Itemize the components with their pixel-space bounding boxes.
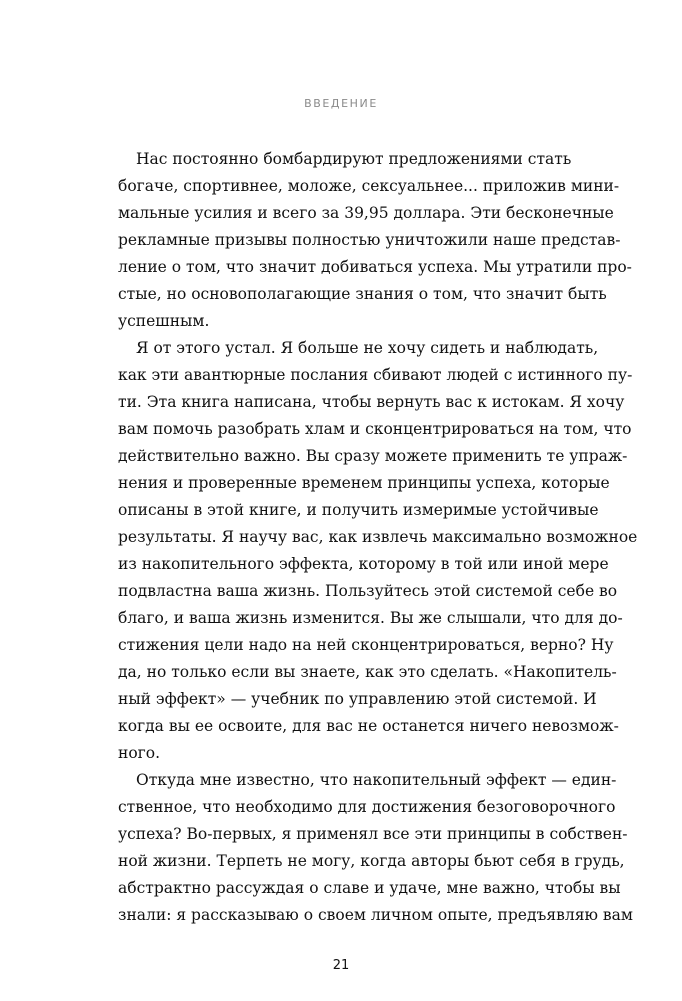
text-line: успешным.	[118, 312, 210, 330]
text-line: успеха? Во-первых, я применял все эти принципы в собствен-	[118, 825, 628, 843]
text-line: стижения цели надо на ней сконцентрироваться, верно? Ну	[118, 636, 614, 654]
text-line: описаны в этой книге, и получить измеримые устойчивые	[118, 501, 599, 519]
text-line: Я от этого устал. Я больше не хочу сидеть и наблюдать,	[136, 339, 599, 357]
text-line: ный эффект» — учебник по управлению этой системой. И	[118, 690, 597, 708]
text-line: да, но только если вы знаете, как это сделать. «Накопитель-	[118, 663, 617, 681]
text-line: абстрактно рассуждая о славе и удаче, мне важно, чтобы вы	[118, 879, 621, 897]
text-line: знали: я рассказываю о своем личном опыте, предъявляю вам	[118, 906, 633, 924]
text-line: мальные усилия и всего за 39,95 доллара. Эти бесконечные	[118, 204, 614, 222]
text-line: нения и проверенные временем принципы успеха, которые	[118, 474, 610, 492]
text-line: рекламные призывы полностью уничтожили наше представ-	[118, 231, 621, 249]
text-line: ление о том, что значит добиваться успеха. Мы утратили про-	[118, 258, 632, 276]
text-line: ного.	[118, 744, 161, 762]
text-line: стые, но основополагающие знания о том, что значит быть	[118, 285, 607, 303]
text-line: подвластна ваша жизнь. Пользуйтесь этой системой себе во	[118, 582, 618, 600]
text-line: Откуда мне известно, что накопительный эффект — един-	[136, 771, 617, 789]
running-head: ВВЕДЕНИЕ	[304, 97, 378, 110]
text-line: благо, и ваша жизнь изменится. Вы же слышали, что для до-	[118, 609, 623, 627]
text-line: вам помочь разобрать хлам и сконцентрироваться на том, что	[118, 420, 632, 438]
text-line: из накопительного эффекта, которому в той или иной мере	[118, 555, 609, 573]
text-line: Нас постоянно бомбардируют предложениями стать	[136, 150, 572, 168]
text-line: ственное, что необходимо для достижения безоговорочного	[118, 798, 616, 816]
page-number: 21	[332, 958, 350, 973]
text-line: ти. Эта книга написана, чтобы вернуть вас к истокам. Я хочу	[118, 393, 625, 411]
text-line: ной жизни. Терпеть не могу, когда авторы бьют себя в грудь,	[118, 852, 625, 870]
text-line: действительно важно. Вы сразу можете применить те упраж-	[118, 447, 628, 465]
text-line: когда вы ее освоите, для вас не останется ничего невозмож-	[118, 717, 619, 735]
text-line: как эти авантюрные послания сбивают людей с истинного пу-	[118, 366, 633, 384]
text-line: богаче, спортивнее, моложе, сексуальнее... приложив мини-	[118, 177, 620, 195]
text-line: результаты. Я научу вас, как извлечь максимально возможное	[118, 528, 638, 546]
